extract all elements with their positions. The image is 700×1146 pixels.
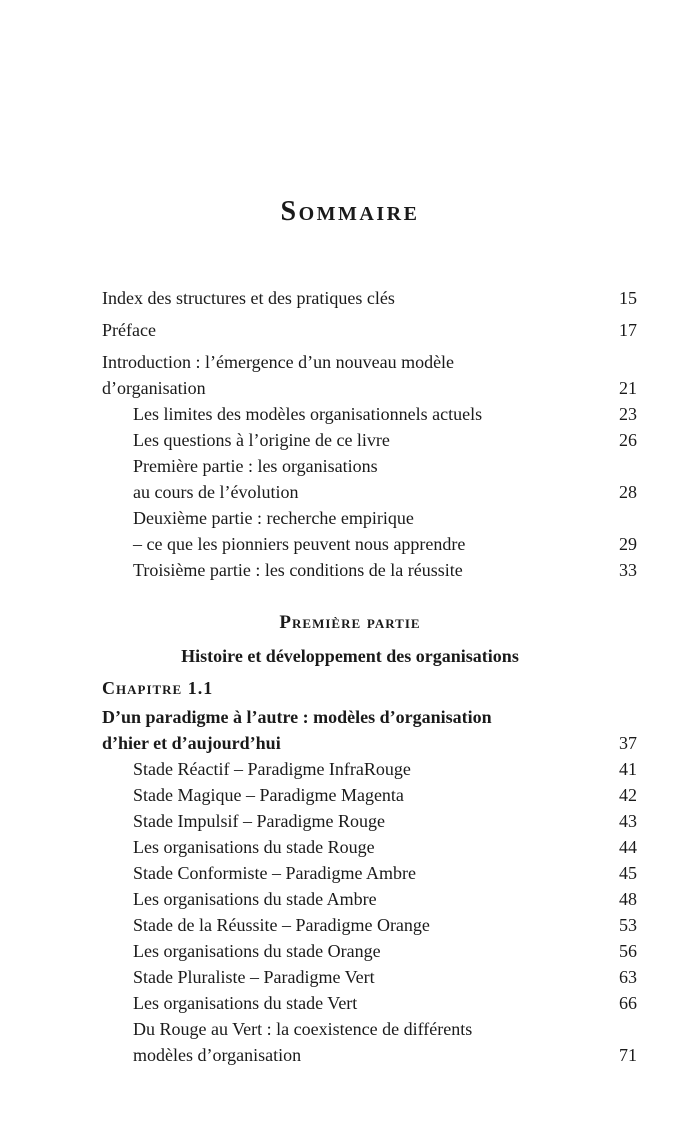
- toc-entry-title: Les organisations du stade Vert: [133, 993, 358, 1013]
- part-heading: Première partie: [279, 612, 421, 633]
- chapter-title-line: d’hier et d’aujourd’hui: [102, 733, 281, 753]
- toc-entry[interactable]: [102, 505, 637, 557]
- page-title: Sommaire: [280, 196, 420, 227]
- toc-entry-page: 42: [619, 785, 637, 805]
- toc-entry-title: Les limites des modèles organisationnels actuels: [133, 404, 483, 424]
- toc-entry-title: Les organisations du stade Ambre: [133, 889, 377, 909]
- toc-entry-page: 29: [619, 534, 637, 554]
- toc-intro-section: [102, 279, 637, 583]
- toc-entry-title: Deuxième partie : recherche empirique: [133, 508, 414, 528]
- toc-entry-title: Introduction : l’émergence d’un nouveau modèle: [102, 352, 455, 372]
- part-subtitle: Histoire et développement des organisations: [181, 646, 519, 666]
- toc-entry-title-cont: – ce que les pionniers peuvent nous apprendre: [133, 534, 466, 554]
- toc-entry-title: Stade Magique – Paradigme Magenta: [133, 785, 404, 805]
- toc-entry-title: Les organisations du stade Rouge: [133, 837, 375, 857]
- toc-entry-page: 17: [619, 320, 637, 340]
- toc-entry-title: Du Rouge au Vert : la coexistence de différents: [133, 1019, 473, 1039]
- toc-entry[interactable]: [102, 990, 637, 1016]
- toc-entry-title: Stade Conformiste – Paradigme Ambre: [133, 863, 416, 883]
- toc-entry-page: 43: [619, 811, 637, 831]
- toc-entry[interactable]: [102, 453, 637, 505]
- toc-entry[interactable]: [102, 756, 637, 782]
- toc-entry-title: Les organisations du stade Orange: [133, 941, 381, 961]
- toc-entry-page: 66: [619, 993, 637, 1013]
- toc-entry-page: 26: [619, 430, 637, 450]
- toc-entry-page: 23: [619, 404, 637, 424]
- toc-entry[interactable]: [102, 311, 637, 343]
- toc-entry-title: Stade Impulsif – Paradigme Rouge: [133, 811, 385, 831]
- toc-entry-title: Index des structures et des pratiques clés: [102, 288, 395, 308]
- toc-entry-title: Stade Réactif – Paradigme InfraRouge: [133, 759, 411, 779]
- toc-entry[interactable]: [102, 279, 637, 311]
- toc-entry-title: Première partie : les organisations: [133, 456, 378, 476]
- toc-entry[interactable]: [102, 401, 637, 427]
- toc-entry-title: Troisième partie : les conditions de la réussite: [133, 560, 463, 580]
- toc-entry[interactable]: [102, 860, 637, 886]
- chapter-title-line: D’un paradigme à l’autre : modèles d’organisation: [102, 707, 492, 727]
- toc-entry[interactable]: [102, 557, 637, 583]
- chapter-label: Chapitre 1.1: [102, 678, 214, 698]
- toc-entry[interactable]: [102, 427, 637, 453]
- toc-entry[interactable]: [102, 808, 637, 834]
- toc-entry-page: 28: [619, 482, 637, 502]
- toc-entry-title: Stade Pluraliste – Paradigme Vert: [133, 967, 375, 987]
- toc-entry-page: 15: [619, 288, 637, 308]
- chapter-page: 37: [619, 733, 637, 753]
- toc-entry-title-cont: modèles d’organisation: [133, 1045, 302, 1065]
- toc-entry-title: Préface: [102, 320, 156, 340]
- toc-entry-title: Les questions à l’origine de ce livre: [133, 430, 390, 450]
- toc-entry-page: 53: [619, 915, 637, 935]
- toc-entry[interactable]: [102, 834, 637, 860]
- toc-entry[interactable]: [102, 886, 637, 912]
- toc-entry-page: 44: [619, 837, 637, 857]
- toc-entry-page: 48: [619, 889, 637, 909]
- toc-entry[interactable]: [102, 964, 637, 990]
- toc-entry-page: 71: [619, 1045, 637, 1065]
- toc-entry-page: 56: [619, 941, 637, 961]
- toc-entry-page: 63: [619, 967, 637, 987]
- toc-entry[interactable]: [102, 349, 637, 401]
- toc-entry[interactable]: [102, 912, 637, 938]
- toc-entry[interactable]: [102, 938, 637, 964]
- toc-entry-page: 33: [619, 560, 637, 580]
- toc-entry-title-cont: au cours de l’évolution: [133, 482, 299, 502]
- toc-entry-title: Stade de la Réussite – Paradigme Orange: [133, 915, 430, 935]
- toc-entry-title-cont: d’organisation: [102, 378, 206, 398]
- toc-chapter-section: [102, 704, 637, 1068]
- toc-entry[interactable]: [102, 1016, 637, 1068]
- chapter-title[interactable]: [102, 704, 637, 756]
- toc-entry-page: 21: [619, 378, 637, 398]
- toc-entry[interactable]: [102, 782, 637, 808]
- toc-entry-page: 41: [619, 759, 637, 779]
- toc-entry-page: 45: [619, 863, 637, 883]
